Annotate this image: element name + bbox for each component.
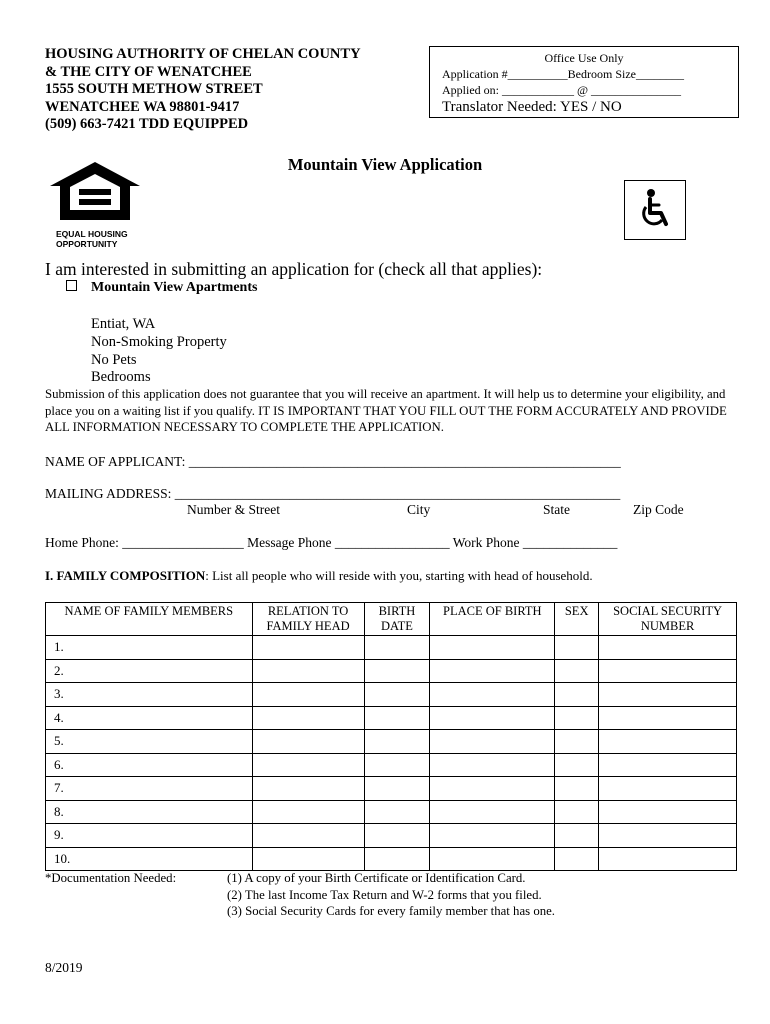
table-row [46, 753, 737, 777]
table-cell[interactable] [364, 824, 430, 848]
table-row [46, 824, 737, 848]
column-header: BIRTH DATE [364, 603, 430, 636]
table-cell[interactable] [364, 730, 430, 754]
documentation-item: (1) A copy of your Birth Certificate or Identification Card. [227, 871, 526, 885]
table-cell[interactable] [430, 659, 555, 683]
agency-locality: WENATCHEE WA 98801-9417 [45, 98, 240, 115]
table-cell[interactable] [555, 847, 599, 871]
equal-housing-house-icon [48, 160, 142, 222]
row-number[interactable]: 8. [46, 800, 253, 824]
property-option [66, 280, 257, 296]
row-number[interactable]: 3. [46, 683, 253, 707]
table-row [46, 636, 737, 660]
table-cell[interactable] [430, 847, 555, 871]
table-cell[interactable] [599, 706, 737, 730]
table-cell[interactable] [364, 659, 430, 683]
row-number[interactable]: 7. [46, 777, 253, 801]
mailing-address-field[interactable]: MAILING ADDRESS: __________________________________________________________________ [45, 486, 621, 501]
documentation-list [227, 870, 555, 920]
applied-on-field[interactable]: Applied on: ____________ @ _______________ [442, 83, 682, 97]
property-checkbox-label: Mountain View Apartments [91, 280, 258, 295]
table-cell[interactable] [252, 730, 364, 754]
interest-statement: I am interested in submitting an application for (check all that applies): [45, 259, 543, 279]
table-cell[interactable] [599, 636, 737, 660]
city-sublabel: City [407, 502, 431, 517]
table-cell[interactable] [430, 730, 555, 754]
column-header: NAME OF FAMILY MEMBERS [46, 603, 253, 636]
table-cell[interactable] [252, 847, 364, 871]
table-cell[interactable] [555, 706, 599, 730]
row-number[interactable]: 2. [46, 659, 253, 683]
property-details [91, 316, 227, 387]
column-header: PLACE OF BIRTH [430, 603, 555, 636]
table-row [46, 706, 737, 730]
agency-header [45, 46, 361, 134]
family-composition-title: I. FAMILY COMPOSITION [45, 568, 206, 583]
phone-fields[interactable]: Home Phone: __________________ Message Phone _________________ Work Phone ______________ [45, 535, 618, 550]
table-cell[interactable] [555, 730, 599, 754]
table-cell[interactable] [430, 706, 555, 730]
office-use-title: Office Use Only [544, 51, 624, 65]
table-cell[interactable] [555, 753, 599, 777]
table-cell[interactable] [555, 659, 599, 683]
table-cell[interactable] [599, 847, 737, 871]
family-table [45, 602, 737, 871]
table-cell[interactable] [364, 800, 430, 824]
property-bedrooms: Bedrooms [91, 369, 151, 386]
table-cell[interactable] [252, 659, 364, 683]
agency-phone: (509) 663-7421 TDD EQUIPPED [45, 116, 249, 132]
office-use-box [429, 46, 739, 118]
table-cell[interactable] [599, 730, 737, 754]
row-number[interactable]: 5. [46, 730, 253, 754]
table-cell[interactable] [364, 706, 430, 730]
table-cell[interactable] [599, 753, 737, 777]
table-cell[interactable] [252, 824, 364, 848]
table-cell[interactable] [555, 800, 599, 824]
row-number[interactable]: 10. [46, 847, 253, 871]
table-cell[interactable] [599, 683, 737, 707]
table-cell[interactable] [364, 847, 430, 871]
property-pets: No Pets [91, 351, 137, 368]
column-header: SOCIAL SECURITY NUMBER [599, 603, 737, 636]
equal-housing-text-2: OPPORTUNITY [56, 239, 118, 249]
table-cell[interactable] [599, 824, 737, 848]
application-number-field[interactable]: Application #__________Bedroom Size________ [442, 67, 684, 81]
table-cell[interactable] [599, 777, 737, 801]
table-cell[interactable] [599, 800, 737, 824]
equal-housing-logo [48, 160, 144, 249]
row-number[interactable]: 4. [46, 706, 253, 730]
revision-date: 8/2019 [45, 960, 83, 975]
table-cell[interactable] [252, 777, 364, 801]
documentation-label: *Documentation Needed: [45, 871, 177, 885]
table-cell[interactable] [252, 800, 364, 824]
translator-needed-field[interactable]: Translator Needed: YES / NO [442, 99, 622, 115]
table-row [46, 777, 737, 801]
row-number[interactable]: 1. [46, 636, 253, 660]
table-cell[interactable] [430, 800, 555, 824]
row-number[interactable]: 9. [46, 824, 253, 848]
state-sublabel: State [543, 502, 570, 517]
column-header: RELATION TO FAMILY HEAD [252, 603, 364, 636]
family-composition-instructions: : List all people who will reside with you, starting with head of household. [205, 568, 593, 583]
table-cell[interactable] [252, 706, 364, 730]
table-cell[interactable] [430, 824, 555, 848]
property-smoking: Non-Smoking Property [91, 333, 227, 350]
wheelchair-accessible-icon [624, 180, 686, 240]
table-row [46, 800, 737, 824]
property-checkbox[interactable] [66, 280, 77, 291]
table-row [46, 730, 737, 754]
table-cell[interactable] [599, 659, 737, 683]
row-number[interactable]: 6. [46, 753, 253, 777]
table-cell[interactable] [364, 753, 430, 777]
property-location: Entiat, WA [91, 316, 156, 332]
agency-street: 1555 SOUTH METHOW STREET [45, 81, 263, 97]
notice-paragraph: Submission of this application does not guarantee that you will receive an apartment. It will help us to determine your eligibility, and place you on a waiting list if you qualify. IT IS IMPORTANT THAT YOU FILL OUT THE FORM ACCURATELY AND PROVIDE ALL INFORMATION NECESSARY TO COMPLETE THE APPLICATION. [45, 387, 727, 434]
table-cell[interactable] [252, 636, 364, 660]
table-cell[interactable] [364, 683, 430, 707]
page-title: Mountain View Application [287, 155, 483, 174]
documentation-item: (3) Social Security Cards for every family member that has one. [227, 904, 555, 918]
equal-housing-text-1: EQUAL HOUSING [56, 229, 128, 239]
table-cell[interactable] [430, 753, 555, 777]
table-row [46, 847, 737, 871]
table-cell[interactable] [430, 683, 555, 707]
family-composition-heading [45, 568, 593, 584]
table-header-row [46, 603, 737, 636]
zip-sublabel: Zip Code [633, 502, 684, 517]
table-cell[interactable] [252, 753, 364, 777]
table-cell[interactable] [430, 636, 555, 660]
table-cell[interactable] [555, 683, 599, 707]
agency-city: & THE CITY OF WENATCHEE [45, 63, 252, 80]
table-cell[interactable] [555, 824, 599, 848]
table-cell[interactable] [430, 777, 555, 801]
documentation-item: (2) The last Income Tax Return and W-2 forms that you filed. [227, 887, 542, 902]
agency-name: HOUSING AUTHORITY OF CHELAN COUNTY [45, 46, 361, 62]
table-row [46, 683, 737, 707]
table-cell[interactable] [364, 777, 430, 801]
table-row [46, 659, 737, 683]
table-cell[interactable] [252, 683, 364, 707]
applicant-name-field[interactable]: NAME OF APPLICANT: ________________________________________________________________ [45, 454, 621, 469]
street-sublabel: Number & Street [187, 502, 280, 517]
column-header: SEX [555, 603, 599, 636]
table-cell[interactable] [364, 636, 430, 660]
table-cell[interactable] [555, 777, 599, 801]
table-cell[interactable] [555, 636, 599, 660]
